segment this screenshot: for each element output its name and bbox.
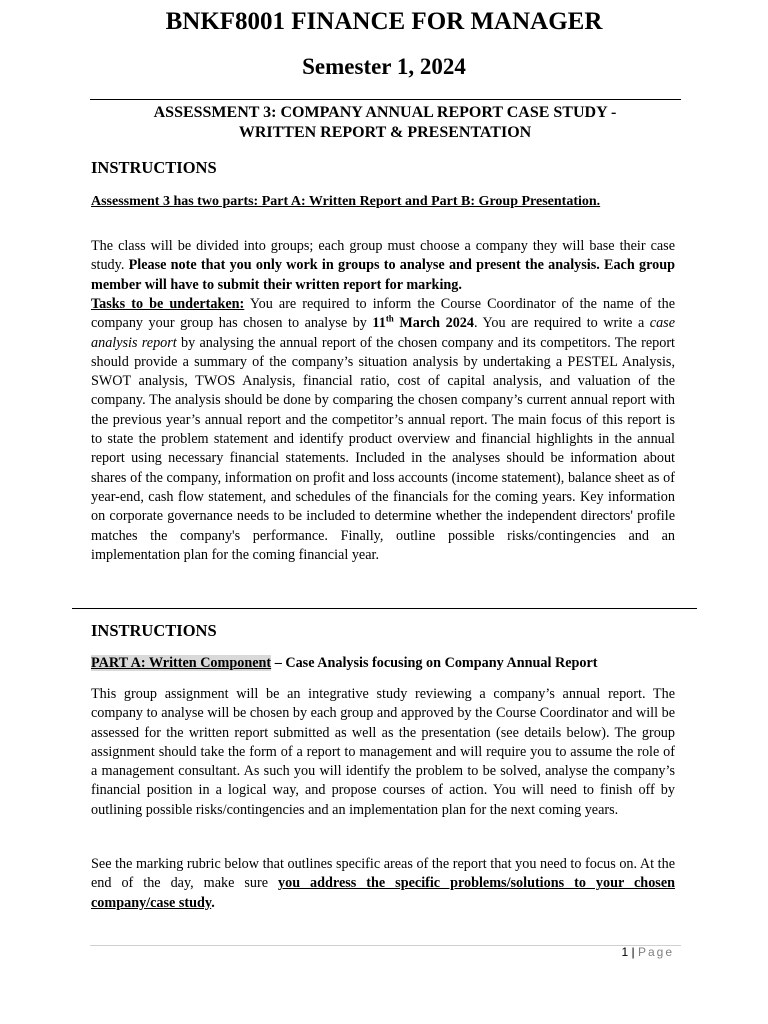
section-divider <box>72 608 697 609</box>
semester-title: Semester 1, 2024 <box>302 54 466 79</box>
tasks-text-c: by analysing the annual report of the chosen company and its competitors. The report should provide a summary of the company’s situation analysis by undertaking a PESTEL Analysis, SWOT analysis, TWOS Analysis, financial ratio, cost of capital analysis, and valuation of the company. The analysis should be done by comparing the chosen company’s current annual report with the previous year’s annual report and the competitor’s annual report. The main focus of this report is to state the problem statement and identify product overview and financial highlights in the annual report using necessary financial statements. Included in the analyses should be information about shares of the company, information on profit and loss accounts (income statement), balance sheet as of year-end, cash flow statement, and schedules of the financials for the coming years. Key information on corporate governance needs to be included to determine whether the independent directors' profile matches the company's performance. Finally, outline possible risks/contingencies and an implementation plan for the coming financial year. <box>91 334 675 563</box>
assessment-title <box>90 103 680 143</box>
assessment-title-line1: ASSESSMENT 3: COMPANY ANNUAL REPORT CASE STUDY - <box>153 104 617 121</box>
tasks-label: Tasks to be undertaken: <box>91 296 245 312</box>
assessment-parts-line: Assessment 3 has two parts: Part A: Written Report and Part B: Group Presentation. <box>91 194 601 209</box>
rubric-text: See the marking rubric below that outlines specific areas of the report that you need to focus on. At the end of the day, make sure <box>91 856 675 892</box>
part-a-line <box>91 655 598 672</box>
assessment-title-line2: WRITTEN REPORT & PRESENTATION <box>238 124 532 141</box>
footer-divider <box>90 945 681 946</box>
instructions-heading: INSTRUCTIONS <box>91 158 217 177</box>
deadline-month-year: March 2024 <box>393 315 474 332</box>
groups-text: The class will be divided into groups; each group must choose a company they will base their case study. <box>91 238 675 274</box>
tasks-text-b: . You are required to write a <box>473 315 650 332</box>
deadline-suffix: th <box>385 313 394 324</box>
groups-note-bold: Please note that you only work in groups to analyse and present the analysis. Each group member will have to submit their written report for marking. <box>91 257 675 293</box>
page-footer <box>621 945 674 959</box>
part-a-label: PART A: Written Component <box>91 655 272 671</box>
deadline-date <box>372 315 474 331</box>
page-label: Page <box>637 945 674 959</box>
course-title: BNKF8001 FINANCE FOR MANAGER <box>165 8 603 35</box>
integrative-study-paragraph: This group assignment will be an integrative study reviewing a company’s annual report. The company to analyse will be chosen by each group and approved by the Course Coordinator and will be assessed for the written report submitted as well as the presentation (see details below). The group assignment should take the form of a report to management and will require you to assume the role of a management consultant. As such you will identify the problem to be solved, analyse the company’s financial position in a logical way, and propose courses of action. You will need to finish off by outlining possible risks/contingencies and an implementation plan for the next coming years. <box>91 686 675 818</box>
rubric-emphasis: you address the specific problems/solutions to your chosen company/case study <box>91 875 676 911</box>
tasks-text-a: You are required to inform the Course Coordinator of the name of the company your group has chosen to analyse by <box>91 296 675 332</box>
instructions-heading-2: INSTRUCTIONS <box>91 621 217 640</box>
tasks-paragraph <box>91 295 675 565</box>
case-analysis-italic: case analysis report <box>91 315 675 351</box>
page-number: 1 <box>621 945 629 959</box>
groups-paragraph <box>91 237 675 295</box>
top-divider <box>90 99 681 100</box>
rubric-paragraph <box>91 855 675 913</box>
deadline-day: 11 <box>372 315 386 332</box>
rubric-period: . <box>211 894 215 911</box>
part-a-description: – Case Analysis focusing on Company Annual Report <box>271 655 598 671</box>
footer-separator: | <box>628 945 638 959</box>
